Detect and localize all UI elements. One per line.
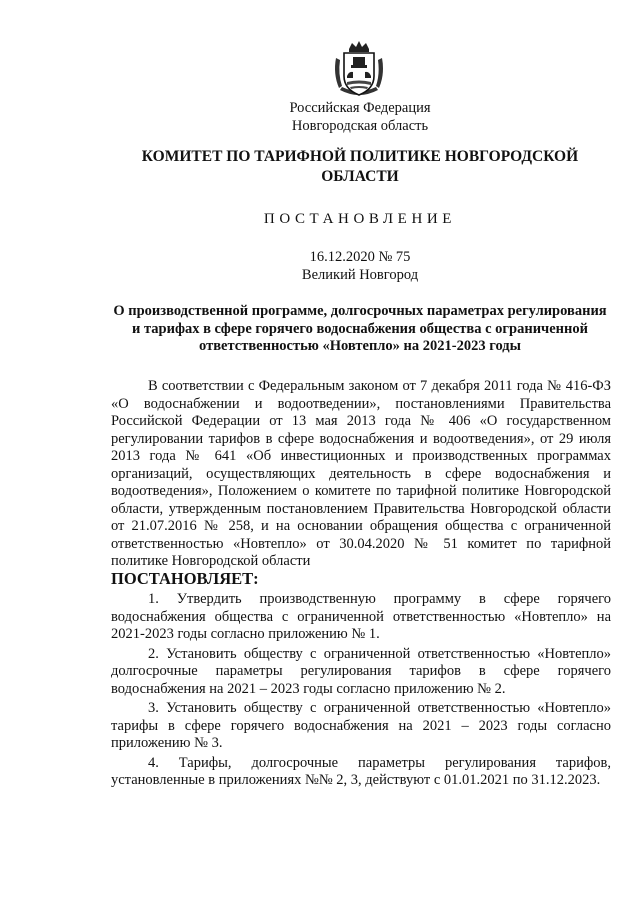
region-name: Новгородская область (291, 118, 429, 134)
document-date-number: 16.12.2020 № 75 (309, 249, 411, 265)
resolution-item: 3. Установить обществу с ограниченной ответственностью «Новтепло» тарифы в сфере горячего водоснабжения на 2021 – 2023 годы согласно приложению № 3. (111, 700, 611, 751)
preamble-paragraph: В соответствии с Федеральным законом от 7 декабря 2011 года № 416-ФЗ «О водоснабжении и водоотведении», постановлениями Правительства Российской Федерации от 13 мая 2013 года № 406 «О государственном регулировании тарифов в сфере водоснабжения и водоотведения», от 29 июля 2013 года № 641 «Об инвестиционных и производственных программах организаций, осуществляющих деятельность в сфере водоснабжения и водоотведения», Положением о комитете по тарифной политике Новгородской области, утвержденным постановлением Правительства Новгородской области от 21.07.2016 № 258, и на основании обращения общества с ограниченной ответственностью «Новтепло» от 30.04.2020 № 51 комитет по тарифной политике Новгородской области (111, 378, 611, 569)
document-place: Великий Новгород (301, 267, 419, 283)
document-date-place (0, 248, 640, 284)
resolution-items (111, 591, 611, 792)
document-header (0, 99, 640, 135)
resolution-item: 4. Тарифы, долгосрочные параметры регулирования тарифов, установленные в приложениях №№ 2, 3, действуют с 01.01.2021 по 31.12.2023. (111, 754, 611, 788)
country-name: Российская Федерация (289, 100, 431, 116)
coat-of-arms-emblem (332, 40, 386, 100)
resolution-item: 2. Установить обществу с ограниченной ответственностью «Новтепло» долгосрочные параметры регулирования тарифов в сфере горячего водоснабжения на 2021 – 2023 годы согласно приложению № 2. (111, 645, 611, 697)
committee-name: КОМИТЕТ ПО ТАРИФНОЙ ПОЛИТИКЕ НОВГОРОДСКОЙ ОБЛАСТИ (141, 148, 579, 185)
resolve-heading: ПОСТАНОВЛЯЕТ: (111, 569, 259, 588)
document-title: О производственной программе, долгосрочных параметрах регулирования и тарифах в сфере горячего водоснабжения общества с ограниченной ответственностью «Новтепло» на 2021-2023 годы (113, 303, 607, 354)
resolution-item: 1. Утвердить производственную программу в сфере горячего водоснабжения общества с ограниченной ответственностью «Новтепло» на 2021-2023 годы согласно приложению № 1. (111, 591, 611, 642)
document-type: ПОСТАНОВЛЕНИЕ (263, 211, 457, 227)
